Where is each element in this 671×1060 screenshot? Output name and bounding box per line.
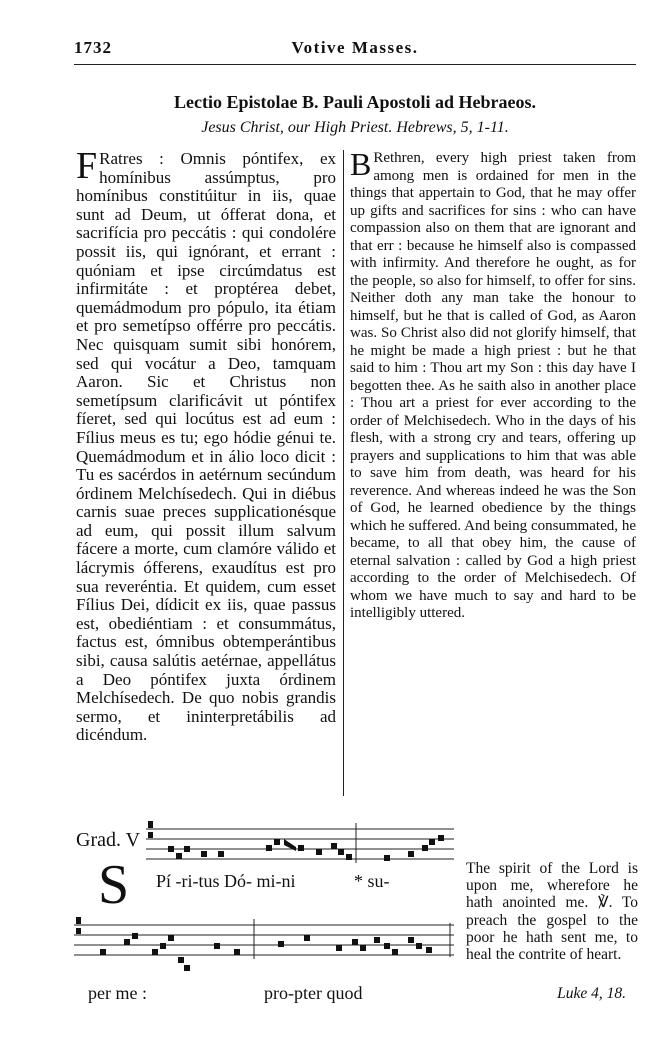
running-title: Votive Masses. bbox=[291, 38, 419, 57]
english-text: Rethren, every high priest taken from among men is ordained for men in the things that appertain to God, that he may offer up gifts and sacrifices for sins : who can have compassion also on them that are ignorant and that err : because he himself also is compassed with infirmity. And therefore he ought, as for the people, so also for himself, to offer for sins. Neither doth any man take the honour to himself, but he that is called of God, as Aaron was. So Christ also did not glorify himself, that he might be made a high priest : but he that said to him : Thou art my Son : this day have I begotten thee. As he saith also in another place : Thou art a priest for ever according to the order of Melchisedech. Who in the days of his flesh, with a strong cry and tears, offering up prayers and supplications to him that was able to save him from death, was heard for his reverence. And whereas indeed he was the Son of God, he learned obedience by the things which he suffered. And being consummated, he became, to all that obey him, the cause of eternal salvation : called by God a high priest according to the order of Melchisedech. Of whom we have much to say and hard to be intelligibly uttered. bbox=[350, 150, 636, 621]
column-divider bbox=[343, 150, 344, 796]
gradual-chant bbox=[74, 815, 454, 1015]
gradual-reference: Luke 4, 18. bbox=[557, 985, 626, 1002]
gradual-translation: The spirit of the Lord is upon me, wherefore he hath anointed me. ℣. To preach the gospel to the poor he hath sent me, to heal the contrite of heart. bbox=[466, 860, 638, 964]
latin-text: Ratres : Omnis póntifex, ex homínibus assúmptus, pro homínibus constitúitur in iis, quae sunt ad Deum, ut ófferat dona, et sacrifícia pro peccátis : qui condolére possit iis, qui ignórant, et errant : quóniam et ipse circúmdatus est infirmitáte : et proptérea debet, quemádmodum pro pópulo, ita étiam et pro semetípso offérre pro peccátis. Nec quisquam sumit sibi honórem, sed qui vocátur a Deo, tamquam Aaron. Sic et Christus non semetípsum clarificávit ut póntifex fíeret, sed qui locútus est ad eum : Fílius meus es tu; ego hódie génui te. Quemádmodum et in álio loco dicit : Tu es sacérdos in aetérnum secúndum órdinem Melchísedech. Qui in diébus carnis suae preces supplicationésque ad eum, qui possit illum salvum fácere a morte, cum clamóre válido et lácrymis ófferens, exaudítus est pro sua reveréntia. Et quidem, cum esset Fílius Dei, dídicit ex iis, quae passus est, obediéntiam : et consummátus, factus est, ómnibus obtemperántibus sibi, causa salútis aetérnae, appellátus a Deo póntifex juxta órdinem Melchísedech. De quo nobis grandis sermo, et ininterpretábilis ad dicéndum. bbox=[76, 149, 336, 745]
latin-drop-initial: F bbox=[76, 145, 98, 187]
gradual-lyric-2: per me : bbox=[88, 983, 147, 1003]
english-drop-initial: B bbox=[350, 146, 372, 182]
gradual-lyric-2-end: pro-pter quod bbox=[264, 983, 363, 1003]
header-rule bbox=[74, 64, 636, 65]
gradual-label: Grad. V bbox=[76, 829, 141, 851]
page-header bbox=[74, 38, 636, 60]
chant-staff-1 bbox=[146, 821, 456, 871]
chant-staff-2 bbox=[74, 915, 456, 977]
page-number: 1732 bbox=[74, 38, 112, 57]
gradual-lyric-1-end: * su- bbox=[354, 871, 390, 891]
lesson-title: Lectio Epistolae B. Pauli Apostoli ad Hebraeos. bbox=[173, 92, 536, 112]
latin-column bbox=[76, 145, 336, 745]
gradual-initial: S bbox=[98, 854, 130, 916]
lesson-subtitle: Jesus Christ, our High Priest. Hebrews, 5, 1-11. bbox=[201, 119, 509, 136]
english-column bbox=[350, 146, 636, 623]
gradual-lyric-1: Pí -ri-tus Dó- mi-ni bbox=[156, 871, 296, 891]
